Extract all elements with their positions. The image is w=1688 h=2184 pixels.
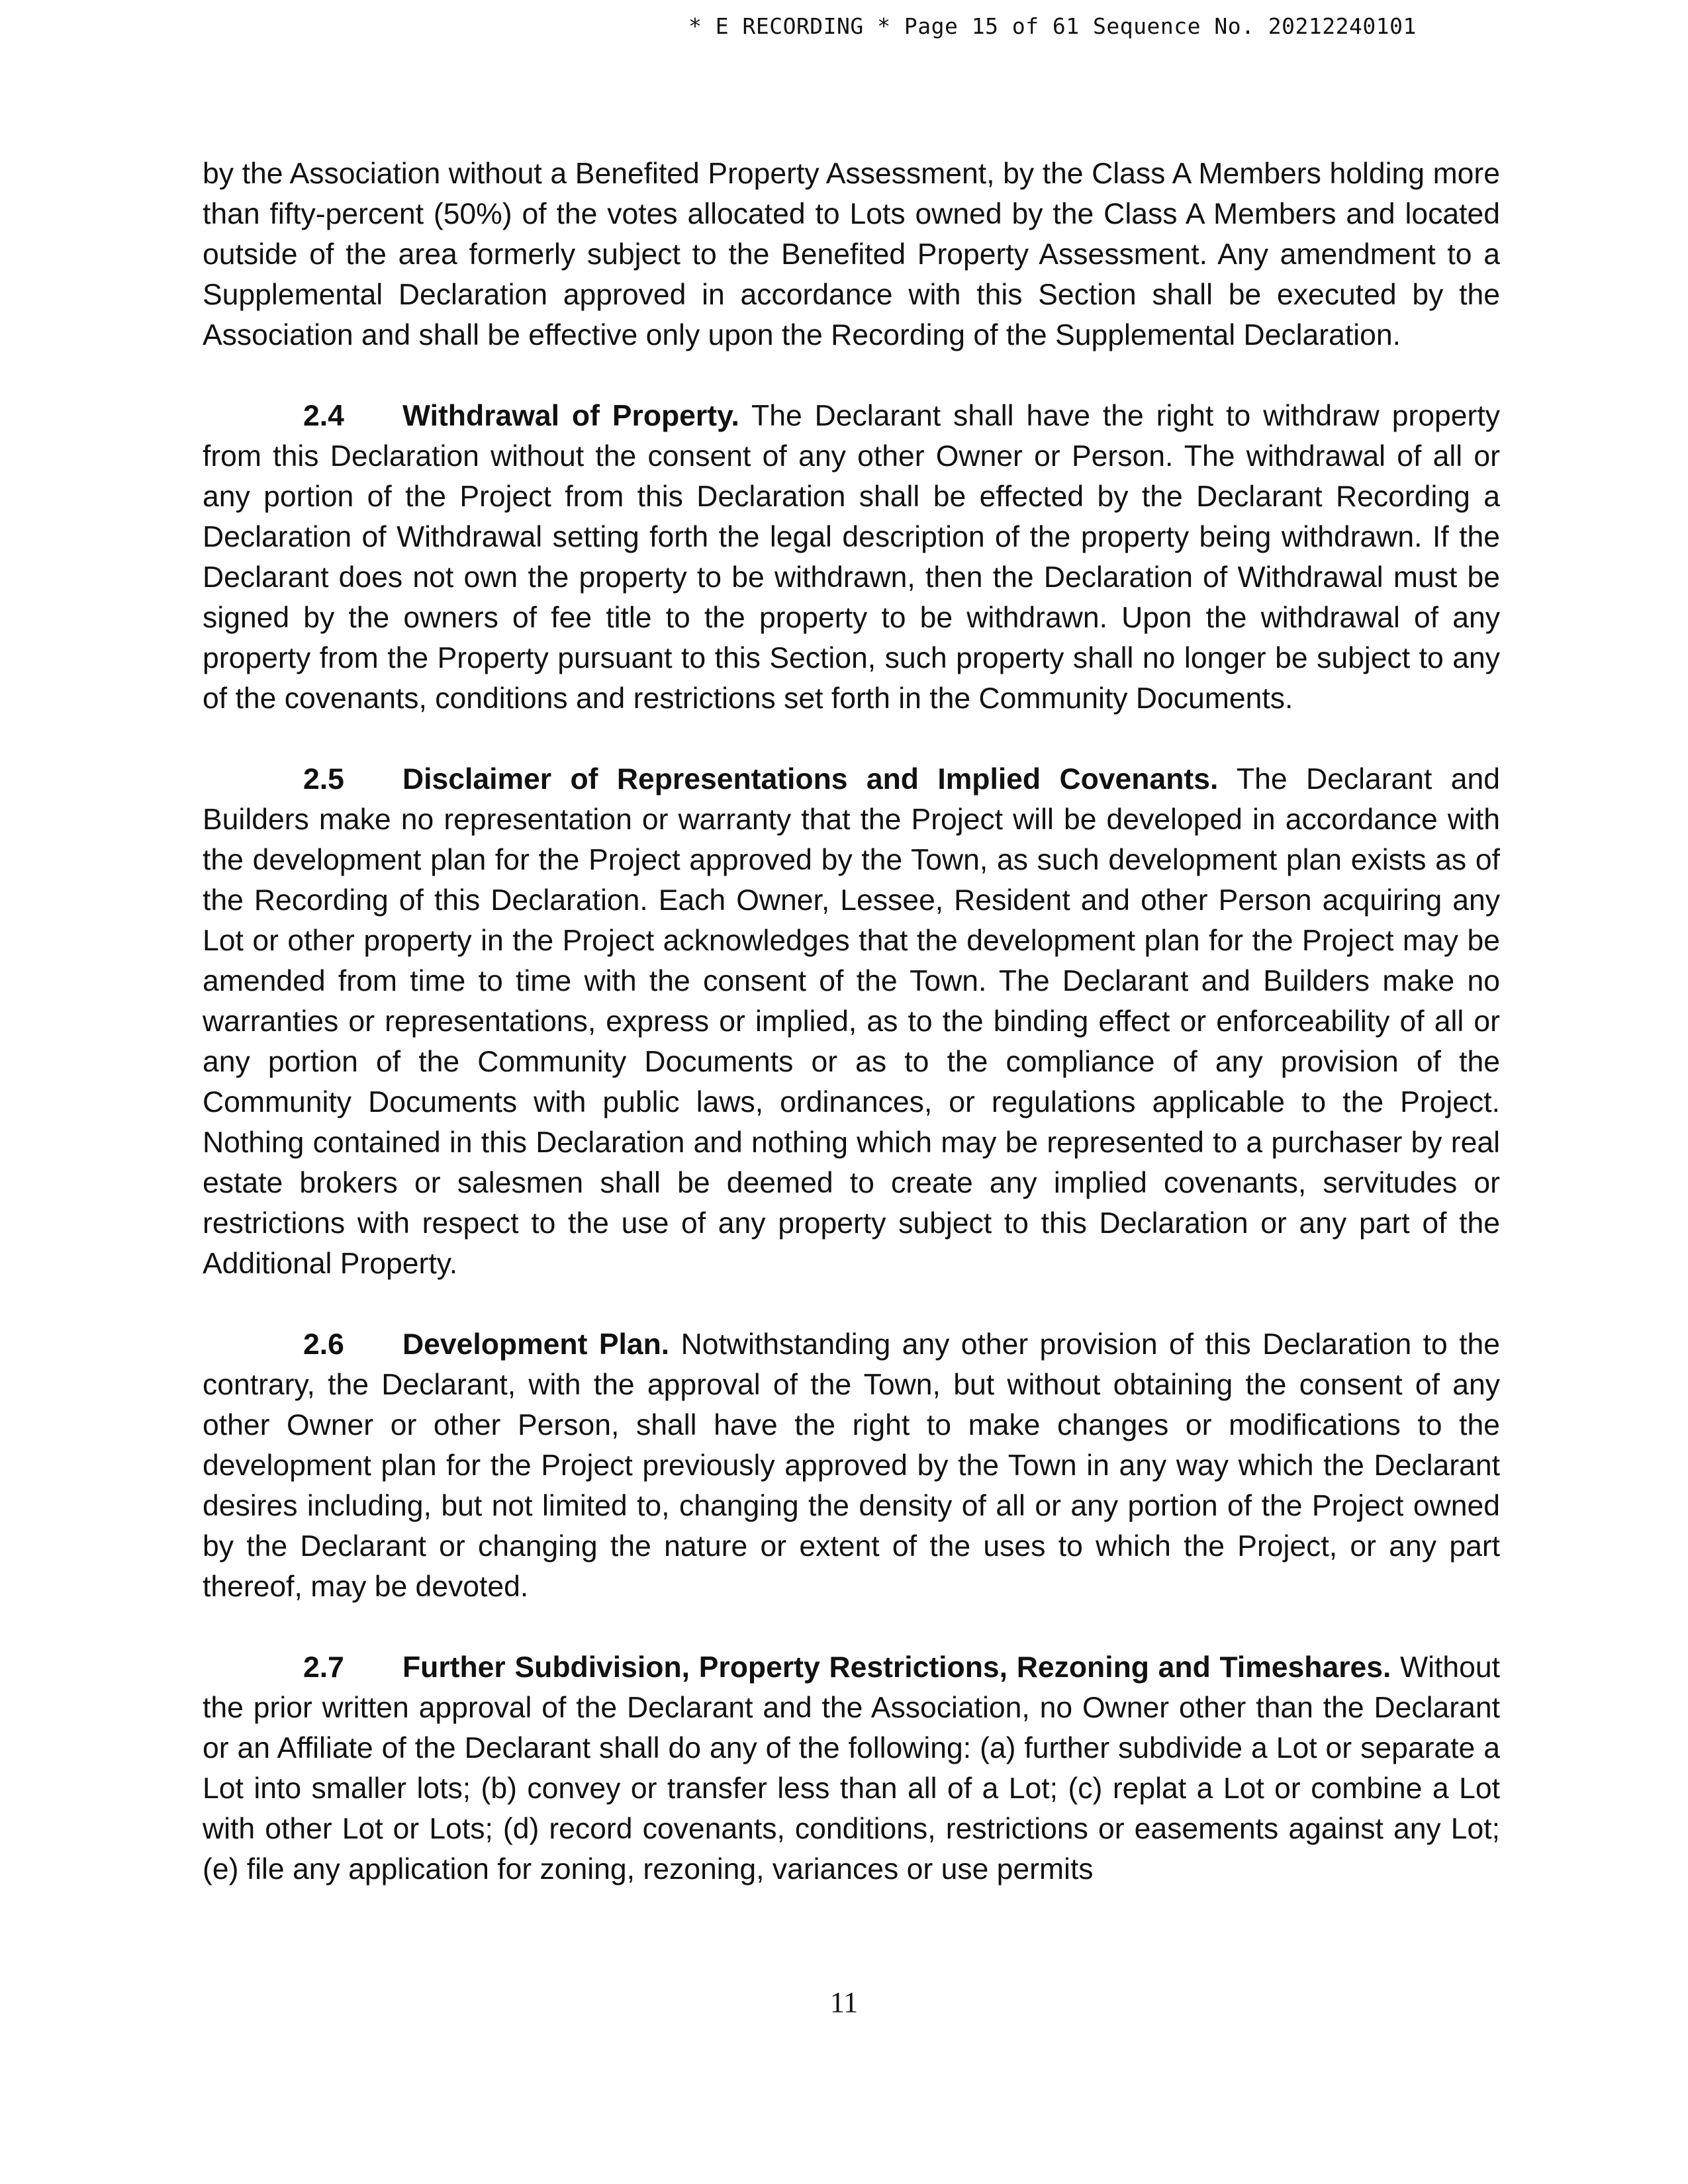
section-text: The Declarant and Builders make no representation or warranty that the Project will be developed in accordance with the development plan for the Project approved by the Town, as such development plan exists as of the Recording of this Declaration. Each Owner, Lessee, Resident and other Person acquiring any Lot or other property in the Project acknowledges that the development plan for the Project may be amended from time to time with the consent of the Town. The Declarant and Builders make no warranties or representations, express or implied, as to the binding effect or enforceability of all or any portion of the Community Documents or as to the compliance of any provision of the Community Documents with public laws, ordinances, or regulations applicable to the Project. Nothing contained in this Declaration and nothing which may be represented to a purchaser by real estate brokers or salesmen shall be deemed to create any implied covenants, servitudes or restrictions with respect to the use of any property subject to this Declaration or any part of the Additional Property. [203, 763, 1501, 1280]
section-2-4 [203, 396, 1500, 719]
section-heading: Disclaimer of Representations and Implied Covenants. [402, 763, 1219, 796]
section-2-5 [203, 759, 1500, 1284]
section-heading: Development Plan. [402, 1328, 670, 1361]
section-number: 2.6 [303, 1328, 344, 1361]
section-text: The Declarant shall have the right to withdraw property from this Declaration without the consent of any other Owner or Person. The withdrawal of all or any portion of the Project from this Declaration shall be effected by the Declarant Recording a Declaration of Withdrawal setting forth the legal description of the property being withdrawn. If the Declarant does not own the property to be withdrawn, then the Declaration of Withdrawal must be signed by the owners of fee title to the property to be withdrawn. Upon the withdrawal of any property from the Property pursuant to this Section, such property shall no longer be subject to any of the covenants, conditions and restrictions set forth in the Community Documents. [203, 400, 1500, 715]
section-heading: Further Subdivision, Property Restrictions, Rezoning and Timeshares. [402, 1651, 1391, 1684]
section-2-6 [203, 1324, 1500, 1607]
section-number: 2.5 [303, 763, 344, 796]
document-body [203, 154, 1500, 1930]
section-text: Without the prior written approval of the Declarant and the Association, no Owner other than the Declarant or an Affiliate of the Declarant shall do any of the following: (a) further subdivide a Lot or separate a Lot into smaller lots; (b) convey or transfer less than all of a Lot; (c) replat a Lot or combine a Lot with other Lot or Lots; (d) record covenants, conditions, restrictions or easements against any Lot; (e) file any application for zoning, rezoning, variances or use permits [203, 1651, 1500, 1886]
section-number: 2.7 [303, 1651, 344, 1684]
continued-paragraph: by the Association without a Benefited Property Assessment, by the Class A Members holding more than fifty-percent (50%) of the votes allocated to Lots owned by the Class A Members and located outside of the area formerly subject to the Benefited Property Assessment. Any amendment to a Supplemental Declaration approved in accordance with this Section shall be executed by the Association and shall be effective only upon the Recording of the Supplemental Declaration. [203, 158, 1500, 351]
page-number: 11 [829, 1986, 859, 2019]
section-number: 2.4 [303, 400, 344, 432]
section-text: Notwithstanding any other provision of this Declaration to the contrary, the Declarant, with the approval of the Town, but without obtaining the consent of any other Owner or other Person, shall have the right to make changes or modifications to the development plan for the Project previously approved by the Town in any way which the Declarant desires including, but not limited to, changing the density of all or any portion of the Project owned by the Declarant or changing the nature or extent of the uses to which the Project, or any part thereof, may be devoted. [203, 1328, 1500, 1603]
recording-header: * E RECORDING * Page 15 of 61 Sequence No. 20212240101 [688, 13, 1417, 39]
section-heading: Withdrawal of Property. [402, 400, 739, 432]
section-2-7 [203, 1647, 1500, 1889]
